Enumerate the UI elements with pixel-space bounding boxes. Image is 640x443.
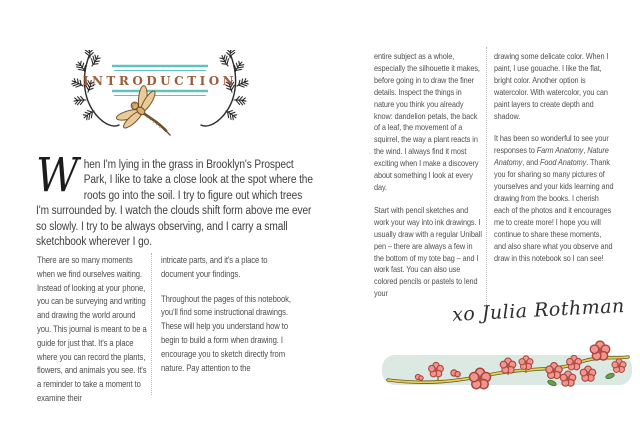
right-column-2 xyxy=(494,51,615,275)
paragraph xyxy=(494,133,615,264)
opening-paragraph xyxy=(36,147,318,252)
text-segment: , and xyxy=(522,157,541,168)
left-column-1 xyxy=(37,254,151,417)
text-segment: It has been so wonderful to see your responses to xyxy=(494,133,609,156)
branch-left xyxy=(70,50,119,126)
author-signature: xo Julia Rothman xyxy=(451,294,626,326)
branch-right xyxy=(201,50,250,126)
right-column-1 xyxy=(374,51,484,311)
column-divider-right xyxy=(486,47,487,315)
page-title: INTRODUCTION xyxy=(82,74,238,88)
paragraph: intricate parts, and it's a place to document your findings. xyxy=(161,255,268,279)
text-segment: , xyxy=(583,145,588,156)
book-title: Farm Anatomy xyxy=(536,145,584,156)
book-title: Food Anatomy xyxy=(540,157,587,168)
dropcap-w: W xyxy=(36,147,79,203)
opening-text: hen I'm lying in the grass in Brooklyn's Prospect Park, I like to take a close look at the spot where the roots go into the soil. I try to figure out which trees I'm surrounded by. I watch the clouds shift form above me ever so slowly. I try to be always observing, and I carry a small sketchbook wherever I go. xyxy=(36,158,313,249)
paragraph: There are so many moments when we find ourselves waiting. Instead of looking at your phone, you can be surveying and writing and drawing the world around you. This journal is meant to be a guide for just that. It's a place where you can record the plants, flowers, and animals you see. It's a reminder to take a moment to examine their xyxy=(37,255,147,403)
column-divider-left xyxy=(151,253,152,395)
text-segment: . Thank you for sharing so many pictures of yourselves and your kids learning and drawing from the books. I cherish each of the photos and it encourages me to create more! I hope you will continue to share these moments, and also share what you observe and draw in this notebook so I can see! xyxy=(494,157,614,263)
book-title: Nature Anatomy xyxy=(494,145,609,168)
paragraph: drawing some delicate color. When I paint, I use gouache. I like the flat, bright color. Another option is watercolor. With watercolor, you can paint layers to create depth and shadow. xyxy=(494,51,609,121)
paragraph: Throughout the pages of this notebook, you'll find some instructional drawings. These will help you understand how to begin to build a form when drawing. I encourage you to sketch directly from nature. Pay attention to the xyxy=(161,293,291,373)
left-column-2 xyxy=(161,254,292,386)
flower-branch-icon xyxy=(378,333,638,408)
laurel-branches-icon xyxy=(55,50,265,152)
paragraph: Start with pencil sketches and work your way into ink drawings. I usually draw with a regular Uniball pen – there are always a few in the bottom of my tote bag – and I work fast. You can also use colored pencils or pastels to lend your xyxy=(374,204,482,299)
paragraph: entire subject as a whole, especially the silhouette it makes, before going in to draw the finer details. Inspect the things in nature you think you already know: dandelion petals, the back of a leaf, the movement of a squirrel, the way a plant reacts in the wind. I always find it most exciting when I make a discovery about something I look at every day. xyxy=(374,51,480,192)
